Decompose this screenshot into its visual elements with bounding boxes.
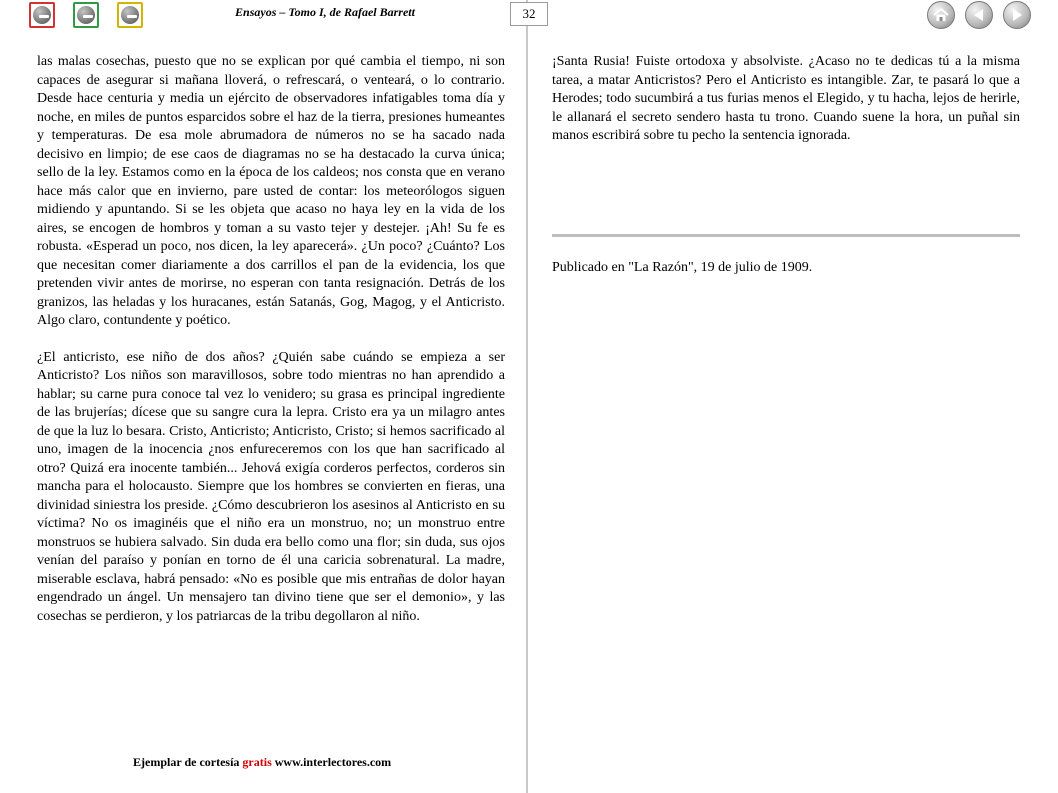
divider <box>552 234 1020 237</box>
footer-highlight: gratis <box>242 755 272 769</box>
left-page <box>0 0 528 793</box>
footer-prefix: Ejemplar de cortesía <box>133 755 240 769</box>
next-page-button[interactable] <box>1003 1 1031 29</box>
yellow-minus-button[interactable] <box>117 2 143 28</box>
red-minus-button[interactable] <box>29 2 55 28</box>
previous-page-icon <box>970 6 988 24</box>
running-title: Ensayos – Tomo I, de Rafael Barrett <box>235 5 415 19</box>
paragraph: ¿El anticristo, ese niño de dos años? ¿Quién sabe cuándo se empieza a ser Anticristo? Los niños son maravillosos, sobre todo mientras no han aprendido a hablar; su carne pura conoce tal vez lo venidero; su grasa es principal ingrediente de las brujerías; dícese que su sangre cura la lepra. Cristo era ya un milagro antes de que la luz lo besara. Cristo, Anticristo; Anticristo, Cristo; si hemos sacrificado al uno, imagen de la inocencia ¿nos enfureceremos con los que han sacrificado al otro? Quizá era inocente también... Jehová exigía corderos perfectos, corderos sin mancha para el holocausto. Siempre que los hombres se convierten en fieras, una divinidad siniestra los preside. ¿Cómo descubrieron los asesinos al Anticristo en su víctima? No os imaginéis que el niño era un monstruo, no; un monstruo entre monstruos se hubiera salvado. Sin duda era bello como una flor; sin duda, sus ojos venían del paraíso y ponían en torno de él una caricia sobrenatural. La madre, miserable esclava, habrá pensado: «No es posible que mis entrañas de dolor hayan engendrado un ángel. Un mensajero tan divino tiene que ser el demonio», y las cosechas se perdieron, y los patriarcas de la tribu degollaron al niño. <box>37 349 505 624</box>
home-button[interactable] <box>927 1 955 29</box>
minus-icon <box>121 6 139 24</box>
publication-note: Publicado en "La Razón", 19 de julio de 1909. <box>552 260 813 275</box>
page-number: 32 <box>510 2 548 26</box>
footer-url[interactable]: www.interlectores.com <box>274 755 392 769</box>
home-icon <box>932 6 950 24</box>
footer <box>133 755 391 770</box>
minus-icon <box>33 6 51 24</box>
next-page-icon <box>1008 6 1026 24</box>
paragraph: las malas cosechas, puesto que no se explican por qué cambia el tiempo, ni son capaces de asegurar si mañana lloverá, o refrescará, o venteará, o lo contrario. Desde hace centuria y media un ejército de observadores infatigables toma día y noche, en miles de puntos esparcidos sobre el haz de la tierra, presiones humeantes y temperaturas. De esa mole abrumadora de números no se ha sacado nada decisivo en limpio; de ese caos de diagramas no se ha destacado la curva única; sello de la ley. Estamos como en la época de los caldeos; nos consta que en verano hace más calor que en invierno, pare usted de contar: los meteorólogos siguen midiendo y apuntando. Si se les objeta que acaso no haya ley en la vida de los aires, se encogen de hombros y toman a su vasto tejer y destejer. ¡Ah! Su fe es robusta. «Esperad un poco, nos dicen, la ley aparecerá». ¿Un poco? ¿Cuánto? Los que necesitan comer diariamente a dos carrillos el pan de la evidencia, los que pretenden vivir antes de morirse, no esperan con tanta resignación. Detrás de los granizos, las heladas y los huracanes, están Satanás, Gog, Magog, y el Anticristo. Algo claro, contundente y poético. <box>37 54 505 328</box>
right-page-body <box>552 53 1020 146</box>
left-page-body <box>37 53 505 626</box>
minus-icon <box>77 6 95 24</box>
green-minus-button[interactable] <box>73 2 99 28</box>
right-page <box>530 0 1058 793</box>
previous-page-button[interactable] <box>965 1 993 29</box>
paragraph: ¡Santa Rusia! Fuiste ortodoxa y absolviste. ¿Acaso no te dedicas tú a la misma tarea, a matar Anticristos? Pero el Anticristo es intangible. Zar, te pasará lo que a Herodes; todo sucumbirá a tus furias menos el Elegido, y tu hacha, lejos de herirle, le allanará el secreto sendero hasta tu trono. Cuando suene la hora, un puñal sin manos escribirá sobre tu pecho la sentencia ignorada. <box>552 54 1020 143</box>
